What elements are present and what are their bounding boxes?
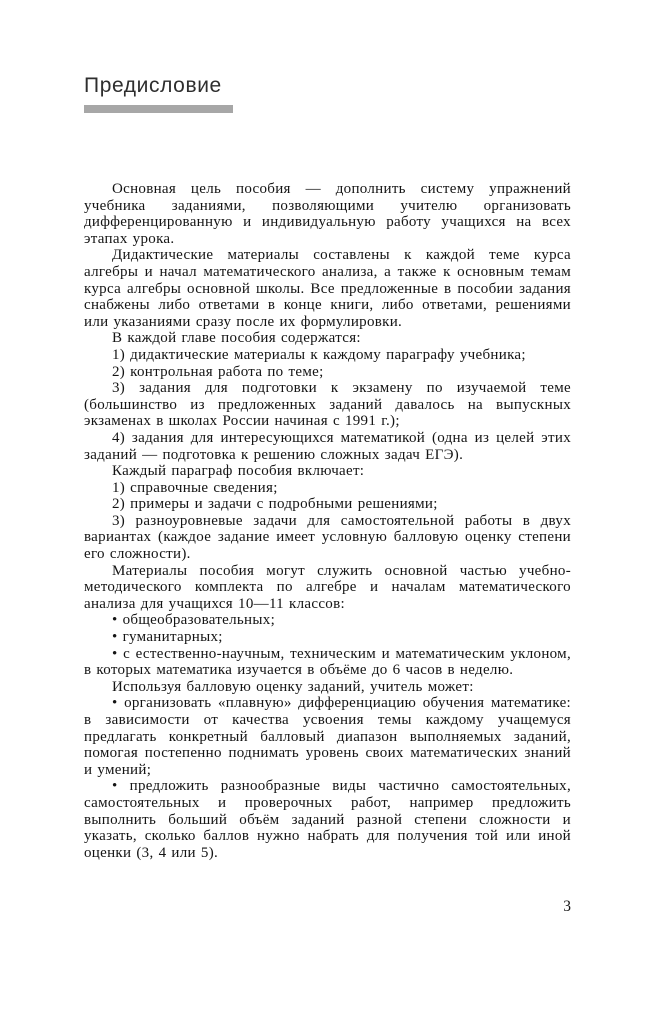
paragraph: Используя балловую оценку заданий, учитель может: [112, 678, 474, 695]
bullet-item: • организовать «плавную» дифференциацию обучения математике: в зависимости от качества усвоения темы каждому учащемуся предлагать конкретный балловый диапазон выполняемых заданий, помогая постепенно поднимать уровень своих математических знаний и умений; [84, 695, 571, 778]
paragraph: Материалы пособия могут служить основной частью учебно-методического комплекта по алгебре и началам математического анализа для учащихся 10—11 классов: [84, 562, 571, 612]
list-item: 2) примеры и задачи с подробными решениями; [112, 496, 438, 513]
page-title: Предисловие [84, 74, 222, 97]
paragraph: Каждый параграф пособия включает: [112, 463, 365, 480]
list-item: 3) задания для подготовки к экзамену по изучаемой теме (большинство из предложенных заданий давалось на выпускных экзаменах в школах России начиная с 1991 г.); [84, 380, 571, 430]
paragraph: В каждой главе пособия содержатся: [112, 330, 361, 347]
preface-text [84, 181, 571, 861]
paragraph: Дидактические материалы составлены к каждой теме курса алгебры и начал математического анализа, а также к основным темам курса алгебры основной школы. Все предложенные в пособии задания снабжены либо ответами в конце книги, либо ответами, решениями или указаниями сразу после их формулировки. [84, 247, 571, 330]
bullet-item: • гуманитарных; [112, 629, 223, 646]
list-item: 2) контрольная работа по теме; [112, 363, 324, 380]
list-item: 1) дидактические материалы к каждому параграфу учебника; [112, 346, 526, 363]
list-item: 1) справочные сведения; [112, 479, 278, 496]
list-item: 4) задания для интересующихся математикой (одна из целей этих заданий — подготовка к решению сложных задач ЕГЭ). [84, 429, 571, 463]
page-header [84, 74, 233, 113]
bullet-item: • с естественно-научным, техническим и математическим уклоном, в которых математика изучается в объёме до 6 часов в неделю. [84, 645, 571, 679]
paragraph: Основная цель пособия — дополнить систему упражнений учебника заданиями, позволяющими учителю организовать дифференцированную и индивидуальную работу учащихся на всех этапах урока. [84, 181, 571, 247]
page-number: 3 [563, 898, 571, 915]
list-item: 3) разноуровневые задачи для самостоятельной работы в двух вариантах (каждое задание имеет условную балловую оценку степени его сложности). [84, 512, 571, 563]
bullet-item: • общеобразовательных; [112, 612, 276, 629]
bullet-item: • предложить разнообразные виды частично самостоятельных, самостоятельных и проверочных работ, например предложить выполнить больший объём заданий разной степени сложности и указать, сколько баллов нужно набрать для получения той или иной оценки (3, 4 или 5). [84, 778, 571, 861]
title-underline-bar [84, 105, 233, 113]
